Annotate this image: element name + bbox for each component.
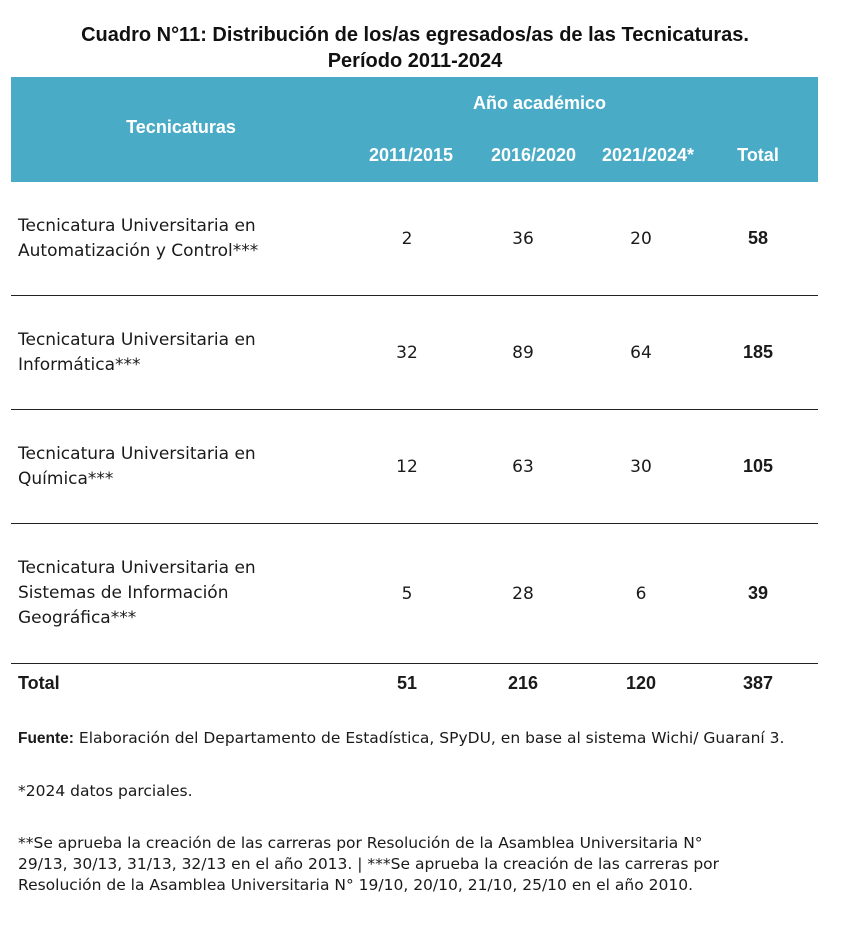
total-2016-2020: 216 (507, 673, 539, 693)
row-name-line: Tecnicatura Universitaria en (18, 216, 256, 236)
cell-total: 185 (742, 342, 774, 362)
cell-2011-2015: 12 (396, 457, 418, 477)
row-name-line: Tecnicatura Universitaria en (18, 330, 256, 350)
row-name (18, 328, 318, 378)
resolution-line: **Se aprueba la creación de las carreras por Resolución de la Asamblea Universitaria N° (18, 834, 703, 852)
table-title (0, 22, 830, 74)
cell-total: 58 (747, 228, 769, 248)
row-name-line: Geográfica*** (18, 608, 137, 628)
row-name-line: Sistemas de Información (18, 583, 229, 603)
cell-2011-2015: 32 (396, 343, 418, 363)
partial-note: *2024 datos parciales. (18, 782, 193, 800)
source-note (18, 728, 784, 749)
resolution-line: 29/13, 30/13, 31/13, 32/13 en el año 2013. | ***Se aprueba la creación de las carreras por (18, 855, 720, 873)
source-text: Elaboración del Departamento de Estadística, SPyDU, en base al sistema Wichi/ Guaraní 3. (73, 729, 785, 747)
total-2011-2015: 51 (396, 673, 418, 693)
totals-row (11, 665, 818, 705)
title-line-2: Período 2011-2024 (327, 50, 503, 72)
cell-total: 39 (747, 583, 769, 603)
table-row (11, 410, 818, 524)
cell-2021-2024: 20 (630, 229, 652, 249)
totals-label: Total (18, 673, 60, 693)
row-name-line: Química*** (18, 469, 114, 489)
total-grand: 387 (742, 673, 774, 693)
cell-2016-2020: 36 (512, 229, 534, 249)
resolution-note (18, 833, 719, 896)
header-col-2021-2024: 2021/2024* (601, 145, 695, 165)
total-2021-2024: 120 (625, 673, 657, 693)
cell-2021-2024: 6 (635, 584, 647, 604)
row-name-line: Tecnicatura Universitaria en (18, 444, 256, 464)
header-group-label: Año académico (473, 93, 607, 113)
row-name (18, 214, 318, 264)
cell-2016-2020: 28 (512, 584, 534, 604)
header-col-total: Total (737, 145, 779, 165)
table-row (11, 524, 818, 664)
header-col-2011-2015: 2011/2015 (368, 145, 454, 165)
row-name (18, 556, 318, 631)
table-row (11, 182, 818, 296)
row-name-line: Automatización y Control*** (18, 241, 259, 261)
cell-2021-2024: 64 (630, 343, 652, 363)
title-line-1: Cuadro N°11: Distribución de los/as egresados/as de las Tecnicaturas. (81, 24, 749, 46)
header-col-2016-2020: 2016/2020 (490, 145, 577, 165)
cell-2011-2015: 5 (401, 584, 413, 604)
row-name-line: Tecnicatura Universitaria en (18, 558, 256, 578)
cell-2016-2020: 89 (512, 343, 534, 363)
source-label: Fuente: (18, 730, 74, 747)
table-row (11, 296, 818, 410)
cell-2021-2024: 30 (630, 457, 652, 477)
cell-total: 105 (742, 456, 774, 476)
cell-2016-2020: 63 (512, 457, 534, 477)
row-name (18, 442, 318, 492)
resolution-line: Resolución de la Asamblea Universitaria N° 19/10, 20/10, 21/10, 25/10 en el año 2010. (18, 876, 693, 894)
header-row-label: Tecnicaturas (126, 117, 236, 137)
table-header (11, 77, 818, 182)
cell-2011-2015: 2 (401, 229, 413, 249)
row-name-line: Informática*** (18, 355, 141, 375)
